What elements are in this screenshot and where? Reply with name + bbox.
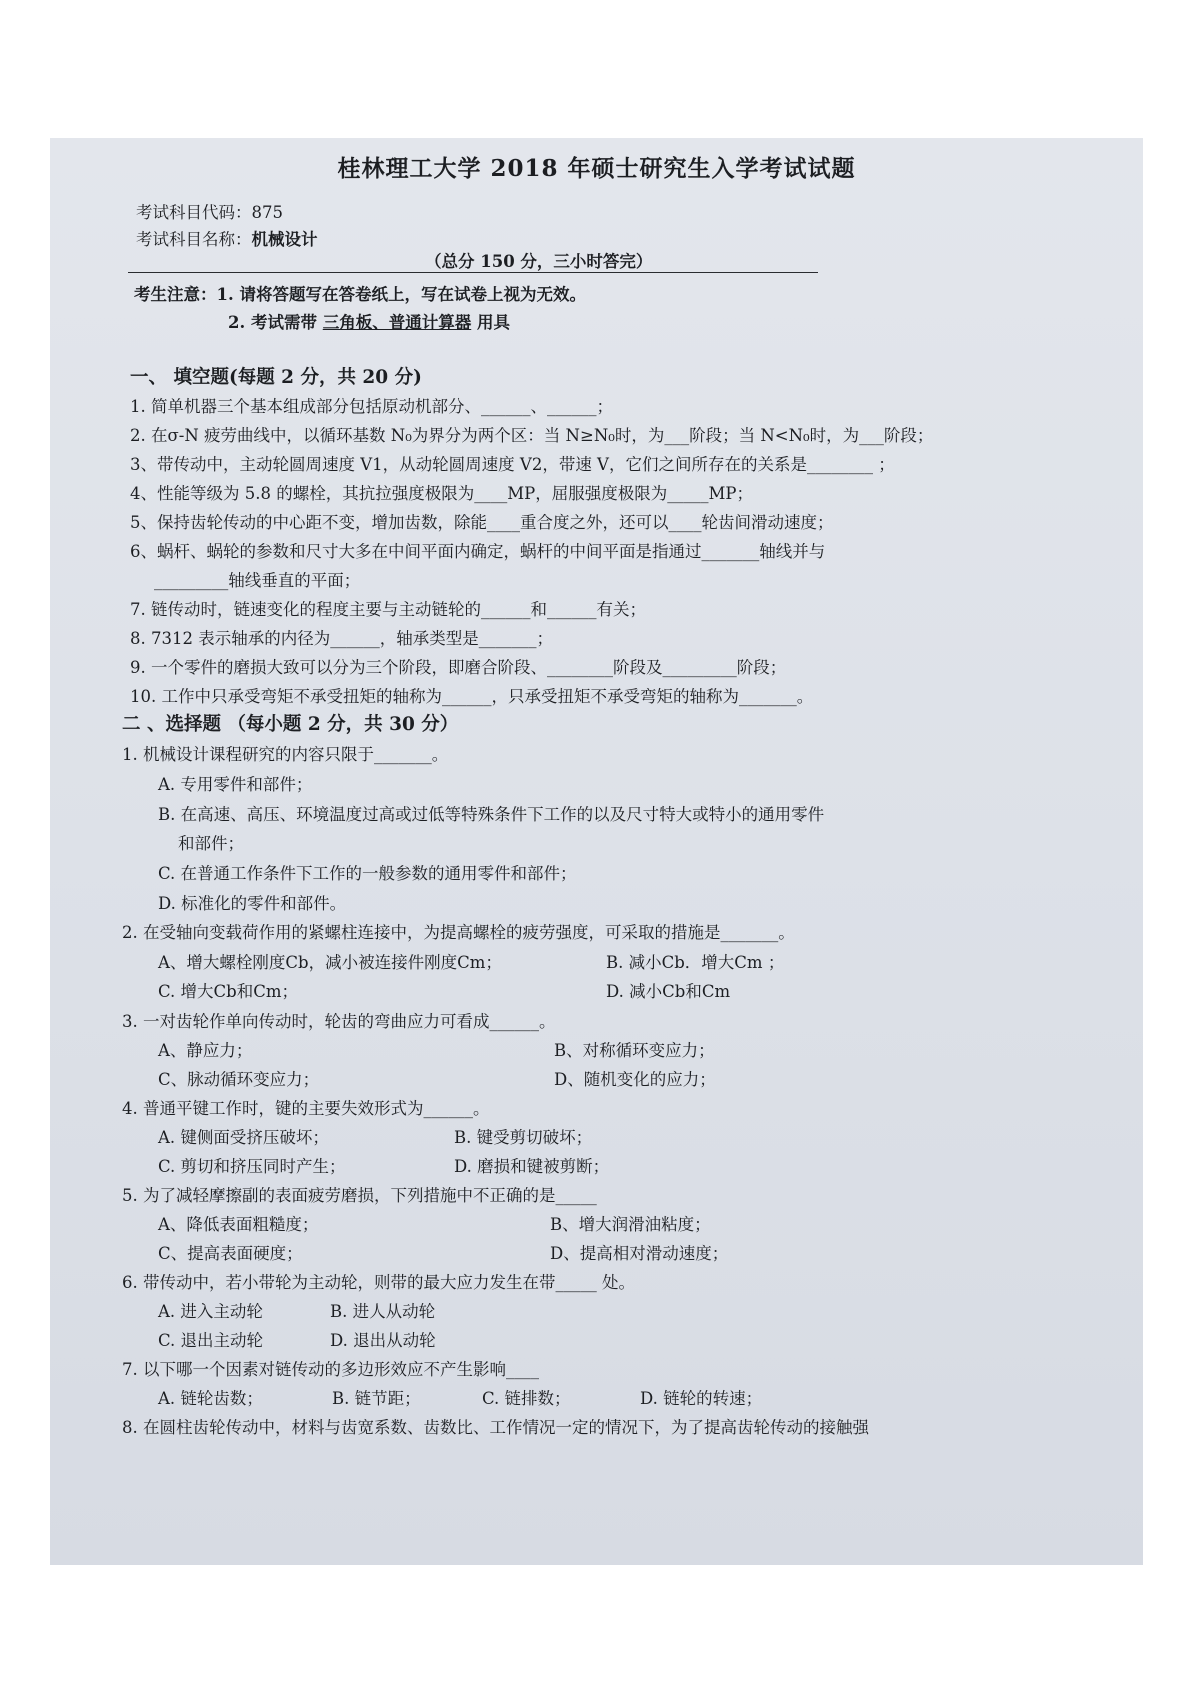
s2-question-7: 7. 以下哪一个因素对链传动的多边形效应不产生影响____	[122, 1360, 539, 1379]
subject-name-label: 考试科目名称：	[136, 230, 252, 249]
s2-q4-option-c: C. 剪切和挤压同时产生；	[158, 1157, 346, 1176]
s1-question-1: 1. 简单机器三个基本组成部分包括原动机部分、______、______；	[130, 397, 613, 416]
s2-q6-option-d: D. 退出从动轮	[330, 1331, 436, 1350]
s2-question-1: 1. 机械设计课程研究的内容只限于_______。	[122, 745, 449, 764]
s1-question-3: 3、带传动中，主动轮圆周速度 V1，从动轮圆周速度 V2，带速 V，它们之间所存在的关系是________ ；	[130, 455, 895, 474]
s1-question-9: 9. 一个零件的磨损大致可以分为三个阶段，即磨合阶段、________阶段及_________阶段；	[130, 658, 787, 677]
s2-q6-option-c: C. 退出主动轮	[158, 1331, 264, 1350]
notice-label: 考生注意：	[134, 285, 217, 304]
s2-q1-option-d: D. 标准化的零件和部件。	[158, 894, 347, 913]
s2-q2-option-c: C. 增大Cb和Cm；	[158, 982, 298, 1001]
s1-question-7: 7. 链传动时，链速变化的程度主要与主动链轮的______和______有关；	[130, 600, 646, 619]
s1-question-6a: 6、蜗杆、蜗轮的参数和尺寸大多在中间平面内确定，蜗杆的中间平面是指通过_______轴线并与	[130, 542, 826, 561]
s1-question-10: 10. 工作中只承受弯矩不承受扭矩的轴称为______，只承受扭矩不承受弯矩的轴称为_______。	[130, 687, 814, 706]
notice-item-2-pre: 2. 考试需带	[228, 313, 317, 332]
s2-q7-option-b: B. 链节距；	[332, 1389, 421, 1408]
header-rule	[128, 272, 818, 273]
s2-q5-option-c: C、提高表面硬度；	[158, 1244, 303, 1263]
s2-question-3: 3. 一对齿轮作单向传动时，轮齿的弯曲应力可看成______。	[122, 1012, 556, 1031]
s2-question-2: 2. 在受轴向变载荷作用的紧螺柱连接中，为提高螺栓的疲劳强度，可采取的措施是_______。	[122, 923, 795, 942]
s1-question-4: 4、性能等级为 5.8 的螺栓，其抗拉强度极限为____MP，屈服强度极限为_____MP；	[130, 484, 753, 503]
s1-question-2: 2. 在σ-N 疲劳曲线中，以循环基数 N₀为界分为两个区：当 N≥N₀时，为___阶段；当 N<N₀时，为___阶段；	[130, 426, 934, 445]
s2-q7-option-a: A. 链轮齿数；	[158, 1389, 263, 1408]
s2-q5-option-a: A、降低表面粗糙度；	[158, 1215, 319, 1234]
notice-row-2	[228, 311, 510, 335]
s2-q7-option-d: D. 链轮的转速；	[640, 1389, 763, 1408]
s2-q7-option-c: C. 链排数；	[482, 1389, 571, 1408]
s2-q6-option-b: B. 进人从动轮	[330, 1302, 436, 1321]
s2-q1-option-b-line1: B. 在高速、高压、环境温度过高或过低等特殊条件下工作的以及尺寸特大或特小的通用零件	[158, 805, 825, 824]
s2-question-5: 5. 为了减轻摩擦副的表面疲劳磨损，下列措施中不正确的是_____	[122, 1186, 597, 1205]
notice-item-1: 1. 请将答题写在答卷纸上，写在试卷上视为无效。	[216, 285, 586, 304]
s2-q6-option-a: A. 进入主动轮	[158, 1302, 263, 1321]
s2-q5-option-d: D、提高相对滑动速度；	[550, 1244, 729, 1263]
subject-name-value: 机械设计	[251, 230, 318, 249]
s1-question-6b: _________轴线垂直的平面；	[154, 571, 361, 590]
s2-q1-option-b-line2: 和部件；	[178, 834, 244, 853]
s1-question-5: 5、保持齿轮传动的中心距不变，增加齿数，除能____重合度之外，还可以____轮齿间滑动速度；	[130, 513, 834, 532]
subject-code-row	[136, 201, 283, 225]
s2-q4-option-b: B. 键受剪切破坏；	[454, 1128, 593, 1147]
notice-item-2-post: 用具	[476, 313, 510, 332]
notice-row-1	[134, 283, 586, 307]
s2-q1-option-c: C. 在普通工作条件下工作的一般参数的通用零件和部件；	[158, 864, 577, 883]
s2-q4-option-d: D. 磨损和键被剪断；	[454, 1157, 610, 1176]
s1-question-8: 8. 7312 表示轴承的内径为______，轴承类型是_______；	[130, 629, 553, 648]
s2-question-8: 8. 在圆柱齿轮传动中，材料与齿宽系数、齿数比、工作情况一定的情况下，为了提高齿轮传动的接触强	[122, 1418, 869, 1437]
s2-q1-option-a: A. 专用零件和部件；	[158, 775, 313, 794]
notice-item-2-tools: 三角板、普通计算器	[322, 313, 472, 332]
s2-q5-option-b: B、增大润滑油粘度；	[550, 1215, 711, 1234]
s2-q2-option-d: D. 减小Cb和Cm	[606, 982, 731, 1001]
s2-q2-option-a: A、增大螺栓刚度Cb，减小被连接件刚度Cm；	[158, 953, 502, 972]
s2-question-6: 6. 带传动中，若小带轮为主动轮，则带的最大应力发生在带_____ 处。	[122, 1273, 635, 1292]
exam-paper	[50, 138, 1143, 1565]
s2-q3-option-d: D、随机变化的应力；	[554, 1070, 716, 1089]
score-info: （总分 150 分，三小时答完）	[425, 252, 653, 271]
s2-q4-option-a: A. 键侧面受挤压破坏；	[158, 1128, 329, 1147]
s2-question-4: 4. 普通平键工作时，键的主要失效形式为______。	[122, 1099, 490, 1118]
s2-q3-option-c: C、脉动循环变应力；	[158, 1070, 320, 1089]
section-2-heading: 二 、选择题 （每小题 2 分，共 30 分）	[122, 714, 459, 735]
subject-code-value: 875	[251, 203, 283, 222]
exam-title: 桂林理工大学 2018 年硕士研究生入学考试试题	[337, 155, 856, 182]
subject-code-label: 考试科目代码：	[136, 203, 252, 222]
s2-q2-option-b: B. 减小Cb．增大Cm ；	[606, 953, 785, 972]
subject-name-row	[136, 228, 318, 252]
s2-q3-option-b: B、对称循环变应力；	[554, 1041, 715, 1060]
section-1-heading: 一、 填空题(每题 2 分，共 20 分)	[130, 367, 422, 388]
s2-q3-option-a: A、静应力；	[158, 1041, 253, 1060]
